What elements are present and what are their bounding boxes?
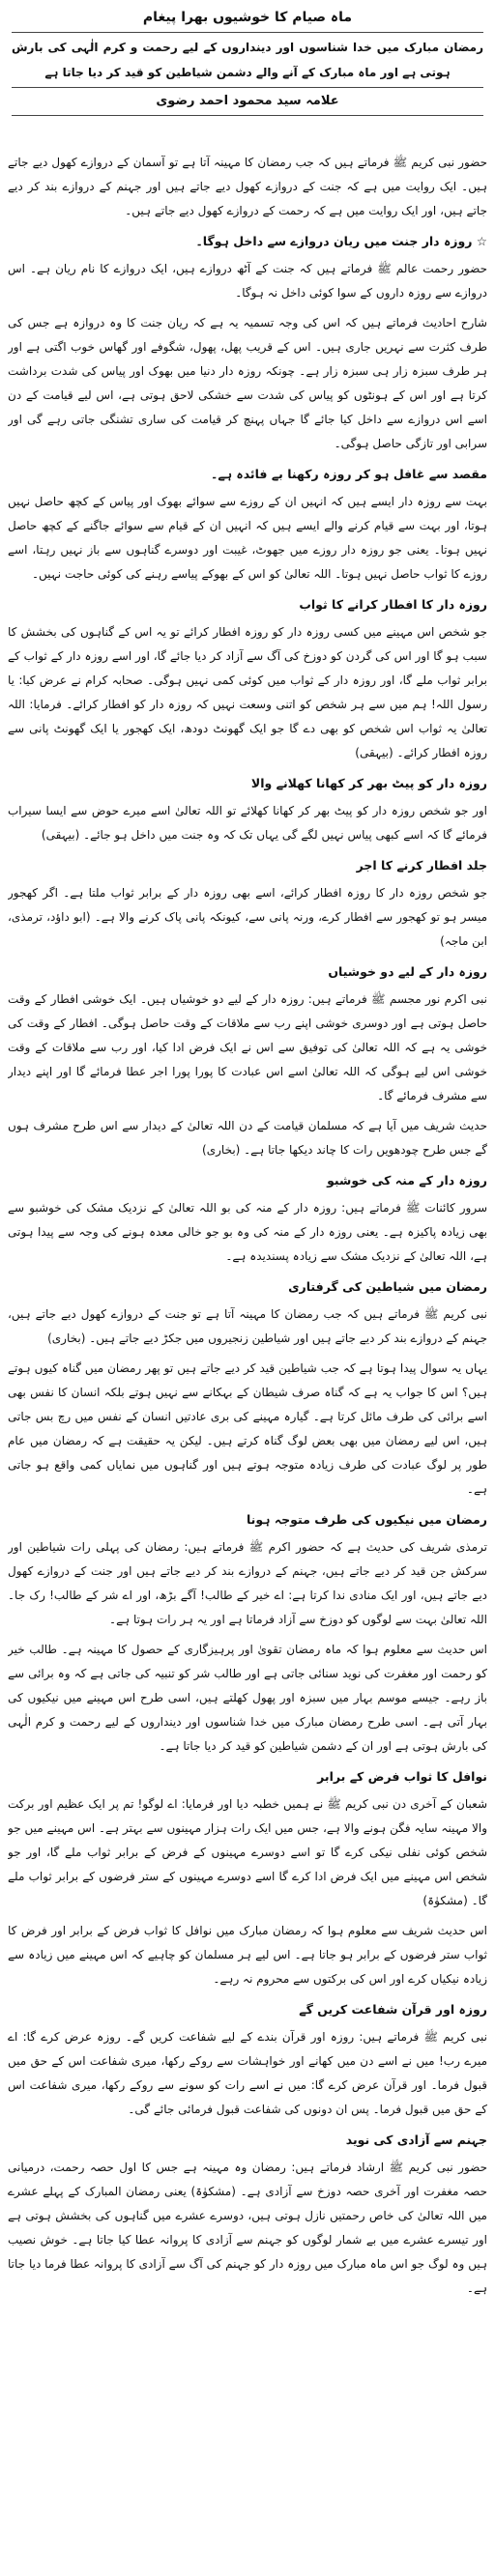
- body-paragraph: حضور نبی کریم ﷺ ارشاد فرماتے ہیں: رمضان وہ مہینہ ہے جس کا اول حصہ رحمت، درمیانی حصہ مغفرت اور آخری حصہ دوزخ سے آزادی ہے۔ (مشکوٰۃ) یعنی رمضان المبارک کے پہلے عشرے میں اللہ تعالیٰ کی خاص رحمتیں نازل ہوتی ہیں، دوسرے عشرے میں گناہوں کی بخشش ہوتی ہے اور تیسرے عشرے میں بے شمار لوگوں کو جہنم سے آزادی کا پروانہ عطا کیا جاتا ہے۔ خوش نصیب ہیں وہ لوگ جو اس ماہ مبارک میں روزہ دار کو جہنم کی آگ سے آزادی کا پروانہ عطا فرما دیا جاتا ہے۔: [8, 2161, 487, 2295]
- section-heading: روزہ اور قرآن شفاعت کریں گے: [299, 2002, 487, 2017]
- body-paragraph: شارح احادیث فرماتے ہیں کہ اس کی وجہ تسمیہ یہ ہے کہ ریان جنت کا وہ دروازہ ہے جس کی طرف کثرت سے نہریں جاری ہیں۔ اس کے قریب پھل، پھول، شگوفے اور گھاس خوب اگتی ہے اور ہر طرف سبزہ زار ہی سبزہ زار ہے۔ چونکہ روزہ دار دنیا میں بھوک اور پیاس کی شدت برداشت کرتا ہے اور اس کے ہونٹوں کو پیاس کی شدت سے خشکی لاحق ہوتی ہے، اس لیے قیامت کے دن اسے اس دروازے سے داخل کیا جائے گا جہاں پہنچ کر قیامت کی ساری تشنگی جاتی رہے گی اور سرابی اور تازگی حاصل ہوگی۔: [8, 316, 487, 450]
- section-heading: روزہ دار کو پیٹ بھر کر کھانا کھلانے والا: [250, 776, 487, 790]
- body-paragraph: حدیث شریف میں آیا ہے کہ مسلمان قیامت کے دن اللہ تعالیٰ کے دیدار سے اس طرح مشرف ہوں گے جس طرح چودھویں رات کا چاند دیکھا جاتا ہے۔ (بخاری): [8, 1119, 487, 1157]
- body-paragraph: نبی کریم ﷺ فرماتے ہیں کہ جب رمضان کا مہینہ آتا ہے تو جنت کے دروازے کھول دیے جاتے ہیں، جہنم کے دروازے بند کر دیے جاتے ہیں اور شیاطین زنجیروں میں جکڑ دیے جاتے ہیں۔ (بخاری): [8, 1307, 487, 1345]
- article-lead: رمضان مبارک میں خدا شناسوں اور دینداروں کے لیے رحمت و کرم الٰہی کی بارش ہوتی ہے اور ماہ مبارک کے آنے والے دشمن شیاطین کو قید کر دیا جاتا ہے: [12, 41, 483, 79]
- section-heading: جلد افطار کرنے کا اجر: [356, 858, 487, 873]
- body-paragraph: جو شخص روزہ دار کا روزہ افطار کرائے، اسے بھی روزہ دار کے برابر ثواب ملتا ہے۔ اگر کھجور میسر ہو تو کھجور سے افطار کرے، ورنہ پانی سے، کیونکہ پانی پاک کرنے والا ہے۔ (ابو داؤد، ترمذی، ابن ماجہ): [8, 886, 487, 948]
- body-paragraph: نبی کریم ﷺ فرماتے ہیں: روزہ اور قرآن بندے کے لیے شفاعت کریں گے۔ روزہ عرض کرے گا: اے میرے رب! میں نے اسے دن میں کھانے اور خواہشات سے روکے رکھا، میری شفاعت اس کے حق میں قبول فرما۔ اور قرآن عرض کرے گا: میں نے اسے رات کو سونے سے روکے رکھا، میری شفاعت اس کے حق میں قبول فرما۔ پس ان دونوں کی شفاعت قبول فرمائی جائے گی۔: [8, 2030, 487, 2116]
- section-heading: جہنم سے آزادی کی نوید: [345, 2132, 487, 2147]
- body-paragraph: سرور کائنات ﷺ فرماتے ہیں: روزہ دار کے منہ کی بو اللہ تعالیٰ کے نزدیک مشک کی خوشبو سے بھی زیادہ پاکیزہ ہے۔ یعنی روزہ دار کے منہ کی وہ بو جو خالی معدہ ہونے کی وجہ سے پیدا ہوتی ہے، اللہ تعالیٰ کے نزدیک مشک سے زیادہ پسندیدہ ہے۔: [8, 1201, 487, 1263]
- section-note: ☆ روزہ دار جنت میں ریان دروازے سے داخل ہوگا۔: [195, 234, 487, 248]
- article-author: علامہ سید محمود احمد رضوی: [156, 94, 339, 108]
- section-heading: رمضان میں شیاطین کی گرفتاری: [288, 1279, 487, 1294]
- section-heading: روزہ دار کا افطار کرانے کا ثواب: [299, 597, 487, 612]
- section-heading: روزہ دار کے لیے دو خوشیاں: [328, 964, 487, 979]
- body-paragraph: حضور رحمت عالم ﷺ فرماتے ہیں کہ جنت کے آٹھ دروازے ہیں، ایک دروازے کا نام ریان ہے۔ اس دروازے سے روزہ داروں کے سوا کوئی داخل نہ ہوگا۔: [8, 262, 487, 300]
- body-paragraph: نبی اکرم نور مجسم ﷺ فرماتے ہیں: روزہ دار کے لیے دو خوشیاں ہیں۔ ایک خوشی افطار کے وقت حاصل ہوتی ہے اور دوسری خوشی اپنے رب سے ملاقات کے وقت حاصل ہوگی۔ افطار کے وقت کی خوشی یہ ہے کہ اللہ تعالیٰ کی توفیق سے اس نے ایک فرض ادا کیا، اور رب سے ملاقات کے وقت خوشی اس لیے ہوگی کہ اللہ تعالیٰ اسے اس عبادت کا پورا پورا اجر عطا فرمائے گا اور اپنے دیدار سے مشرف فرمائے گا۔: [8, 992, 487, 1102]
- body-paragraph: جو شخص اس مہینے میں کسی روزہ دار کو روزہ افطار کرائے تو یہ اس کے گناہوں کی بخشش کا سبب ہو گا اور اس کی گردن کو دوزخ کی آگ سے آزاد کر دیا جائے گا، اور اسے روزہ دار کے ثواب کے برابر ثواب ملے گا، اور روزہ دار کے ثواب میں کوئی کمی نہیں ہوگی۔ صحابہ کرام نے عرض کیا: یا رسول اللہ! ہم میں سے ہر شخص کو اتنی وسعت نہیں کہ روزہ دار کو افطار کرائے۔ فرمایا: اللہ تعالیٰ یہ ثواب اس شخص کو بھی دے گا جو ایک گھونٹ دودھ، ایک کھجور یا ایک گھونٹ پانی سے روزہ افطار کرائے۔ (بیہقی): [8, 625, 487, 759]
- body-paragraph: یہاں یہ سوال پیدا ہوتا ہے کہ جب شیاطین قید کر دیے جاتے ہیں تو پھر رمضان میں گناہ کیوں ہوتے ہیں؟ اس کا جواب یہ ہے کہ گناہ صرف شیطان کے بہکانے سے نہیں ہوتے بلکہ انسان کا نفس بھی اسے برائی کی طرف مائل کرتا ہے۔ گیارہ مہینے کی بری عادتیں انسان کے نفس میں رچ بس جاتی ہیں، اس لیے رمضان میں بھی بعض لوگ گناہ کرتے ہیں۔ لیکن یہ حقیقت ہے کہ رمضان میں عام طور پر لوگ عبادت کی طرف زیادہ متوجہ ہوتے ہیں اور گناہوں میں نمایاں کمی واقع ہو جاتی ہے۔: [8, 1361, 487, 1496]
- section-heading: مقصد سے غافل ہو کر روزہ رکھنا بے فائدہ ہے۔: [211, 467, 487, 481]
- body-paragraph: بہت سے روزہ دار ایسے ہیں کہ انہیں ان کے روزے سے سوائے بھوک اور پیاس کے کچھ حاصل نہیں ہوتا، اور بہت سے قیام کرنے والے ایسے ہیں کہ انہیں ان کے قیام سے سوائے جاگنے کے کچھ حاصل نہیں ہوتا۔ یعنی جو روزہ دار روزے میں جھوٹ، غیبت اور دوسرے گناہوں سے باز نہیں رہتا، اسے روزے کا ثواب حاصل نہیں ہوتا۔ اللہ تعالیٰ کو اس کے بھوکے پیاسے رہنے کی کوئی حاجت نہیں۔: [8, 495, 487, 581]
- section-heading: رمضان میں نیکیوں کی طرف متوجہ ہونا: [246, 1512, 487, 1527]
- author-divider: [12, 115, 483, 116]
- section-heading: نوافل کا ثواب فرض کے برابر: [317, 1769, 487, 1784]
- article-header: [8, 4, 487, 147]
- body-paragraph: شعبان کے آخری دن نبی کریم ﷺ نے ہمیں خطبہ دیا اور فرمایا: اے لوگو! تم پر ایک عظیم اور برکت والا مہینہ سایہ فگن ہونے والا ہے، جس میں ایک رات ہزار مہینوں سے بہتر ہے۔ اس مہینے میں جو شخص کوئی نفلی نیکی کرے گا تو اسے دوسرے مہینوں کے فرض کے برابر ثواب ملے گا، اور جو شخص اس مہینے میں ایک فرض ادا کرے گا اسے دوسرے مہینوں کے ستر فرضوں کے برابر ثواب ملے گا۔ (مشکوٰۃ): [8, 1797, 487, 1907]
- body-paragraph: حضور نبی کریم ﷺ فرماتے ہیں کہ جب رمضان کا مہینہ آتا ہے تو آسمان کے دروازے کھول دیے جاتے ہیں۔ ایک روایت میں ہے کہ جنت کے دروازے کھول دیے جاتے ہیں اور جہنم کے دروازے بند کر دیے جاتے ہیں، اور ایک روایت میں ہے کہ رحمت کے دروازے کھول دیے جاتے ہیں۔: [8, 156, 487, 217]
- body-paragraph: ترمذی شریف کی حدیث ہے کہ حضور اکرم ﷺ فرماتے ہیں: رمضان کی پہلی رات شیاطین اور سرکش جن قید کر دیے جاتے ہیں، جہنم کے دروازے بند کر دیے جاتے ہیں اور جنت کے دروازے کھول دیے جاتے ہیں، اور ایک منادی ندا کرتا ہے: اے خیر کے طالب! آگے بڑھ، اور اے شر کے طالب! رک جا۔ اللہ تعالیٰ بہت سے لوگوں کو دوزخ سے آزاد فرماتا ہے اور یہ ہر رات ہوتا ہے۔: [8, 1540, 487, 1626]
- article-title: ماہ صیام کا خوشیوں بھرا پیغام: [142, 10, 353, 25]
- body-paragraph: اور جو شخص روزہ دار کو پیٹ بھر کر کھانا کھلائے تو اللہ تعالیٰ اسے میرے حوض سے ایسا سیراب فرمائے گا کہ اسے کبھی پیاس نہیں لگے گی یہاں تک کہ وہ جنت میں داخل ہو جائے۔ (بیہقی): [8, 804, 487, 842]
- article-body: [8, 151, 487, 2568]
- body-paragraph: اس حدیث شریف سے معلوم ہوا کہ رمضان مبارک میں نوافل کا ثواب فرض کے برابر اور فرض کا ثواب ستر فرضوں کے برابر ہو جاتا ہے۔ اس لیے ہر مسلمان کو چاہیے کہ اس مہینے میں زیادہ سے زیادہ نیکیاں کرے اور اس کی برکتوں سے محروم نہ رہے۔: [8, 1924, 487, 1986]
- body-paragraph: اس حدیث سے معلوم ہوا کہ ماہ رمضان تقویٰ اور پرہیزگاری کے حصول کا مہینہ ہے۔ طالب خیر کو رحمت اور مغفرت کی نوید سنائی جاتی ہے اور طالب شر کو تنبیہ کی جاتی ہے کہ وہ برائی سے باز رہے۔ جیسے موسم بہار میں سبزہ اور پھول کھلتے ہیں، اسی طرح اس مہینے میں نیکیوں کی بہار آتی ہے۔ اسی طرح رمضان مبارک میں خدا شناسوں اور دینداروں کے لیے رحمت و کرم الٰہی کی بارش ہوتی ہے اور ان کے دشمن شیاطین کو قید کر دیا جاتا ہے۔: [8, 1643, 487, 1753]
- section-heading: روزہ دار کے منہ کی خوشبو: [327, 1173, 487, 1188]
